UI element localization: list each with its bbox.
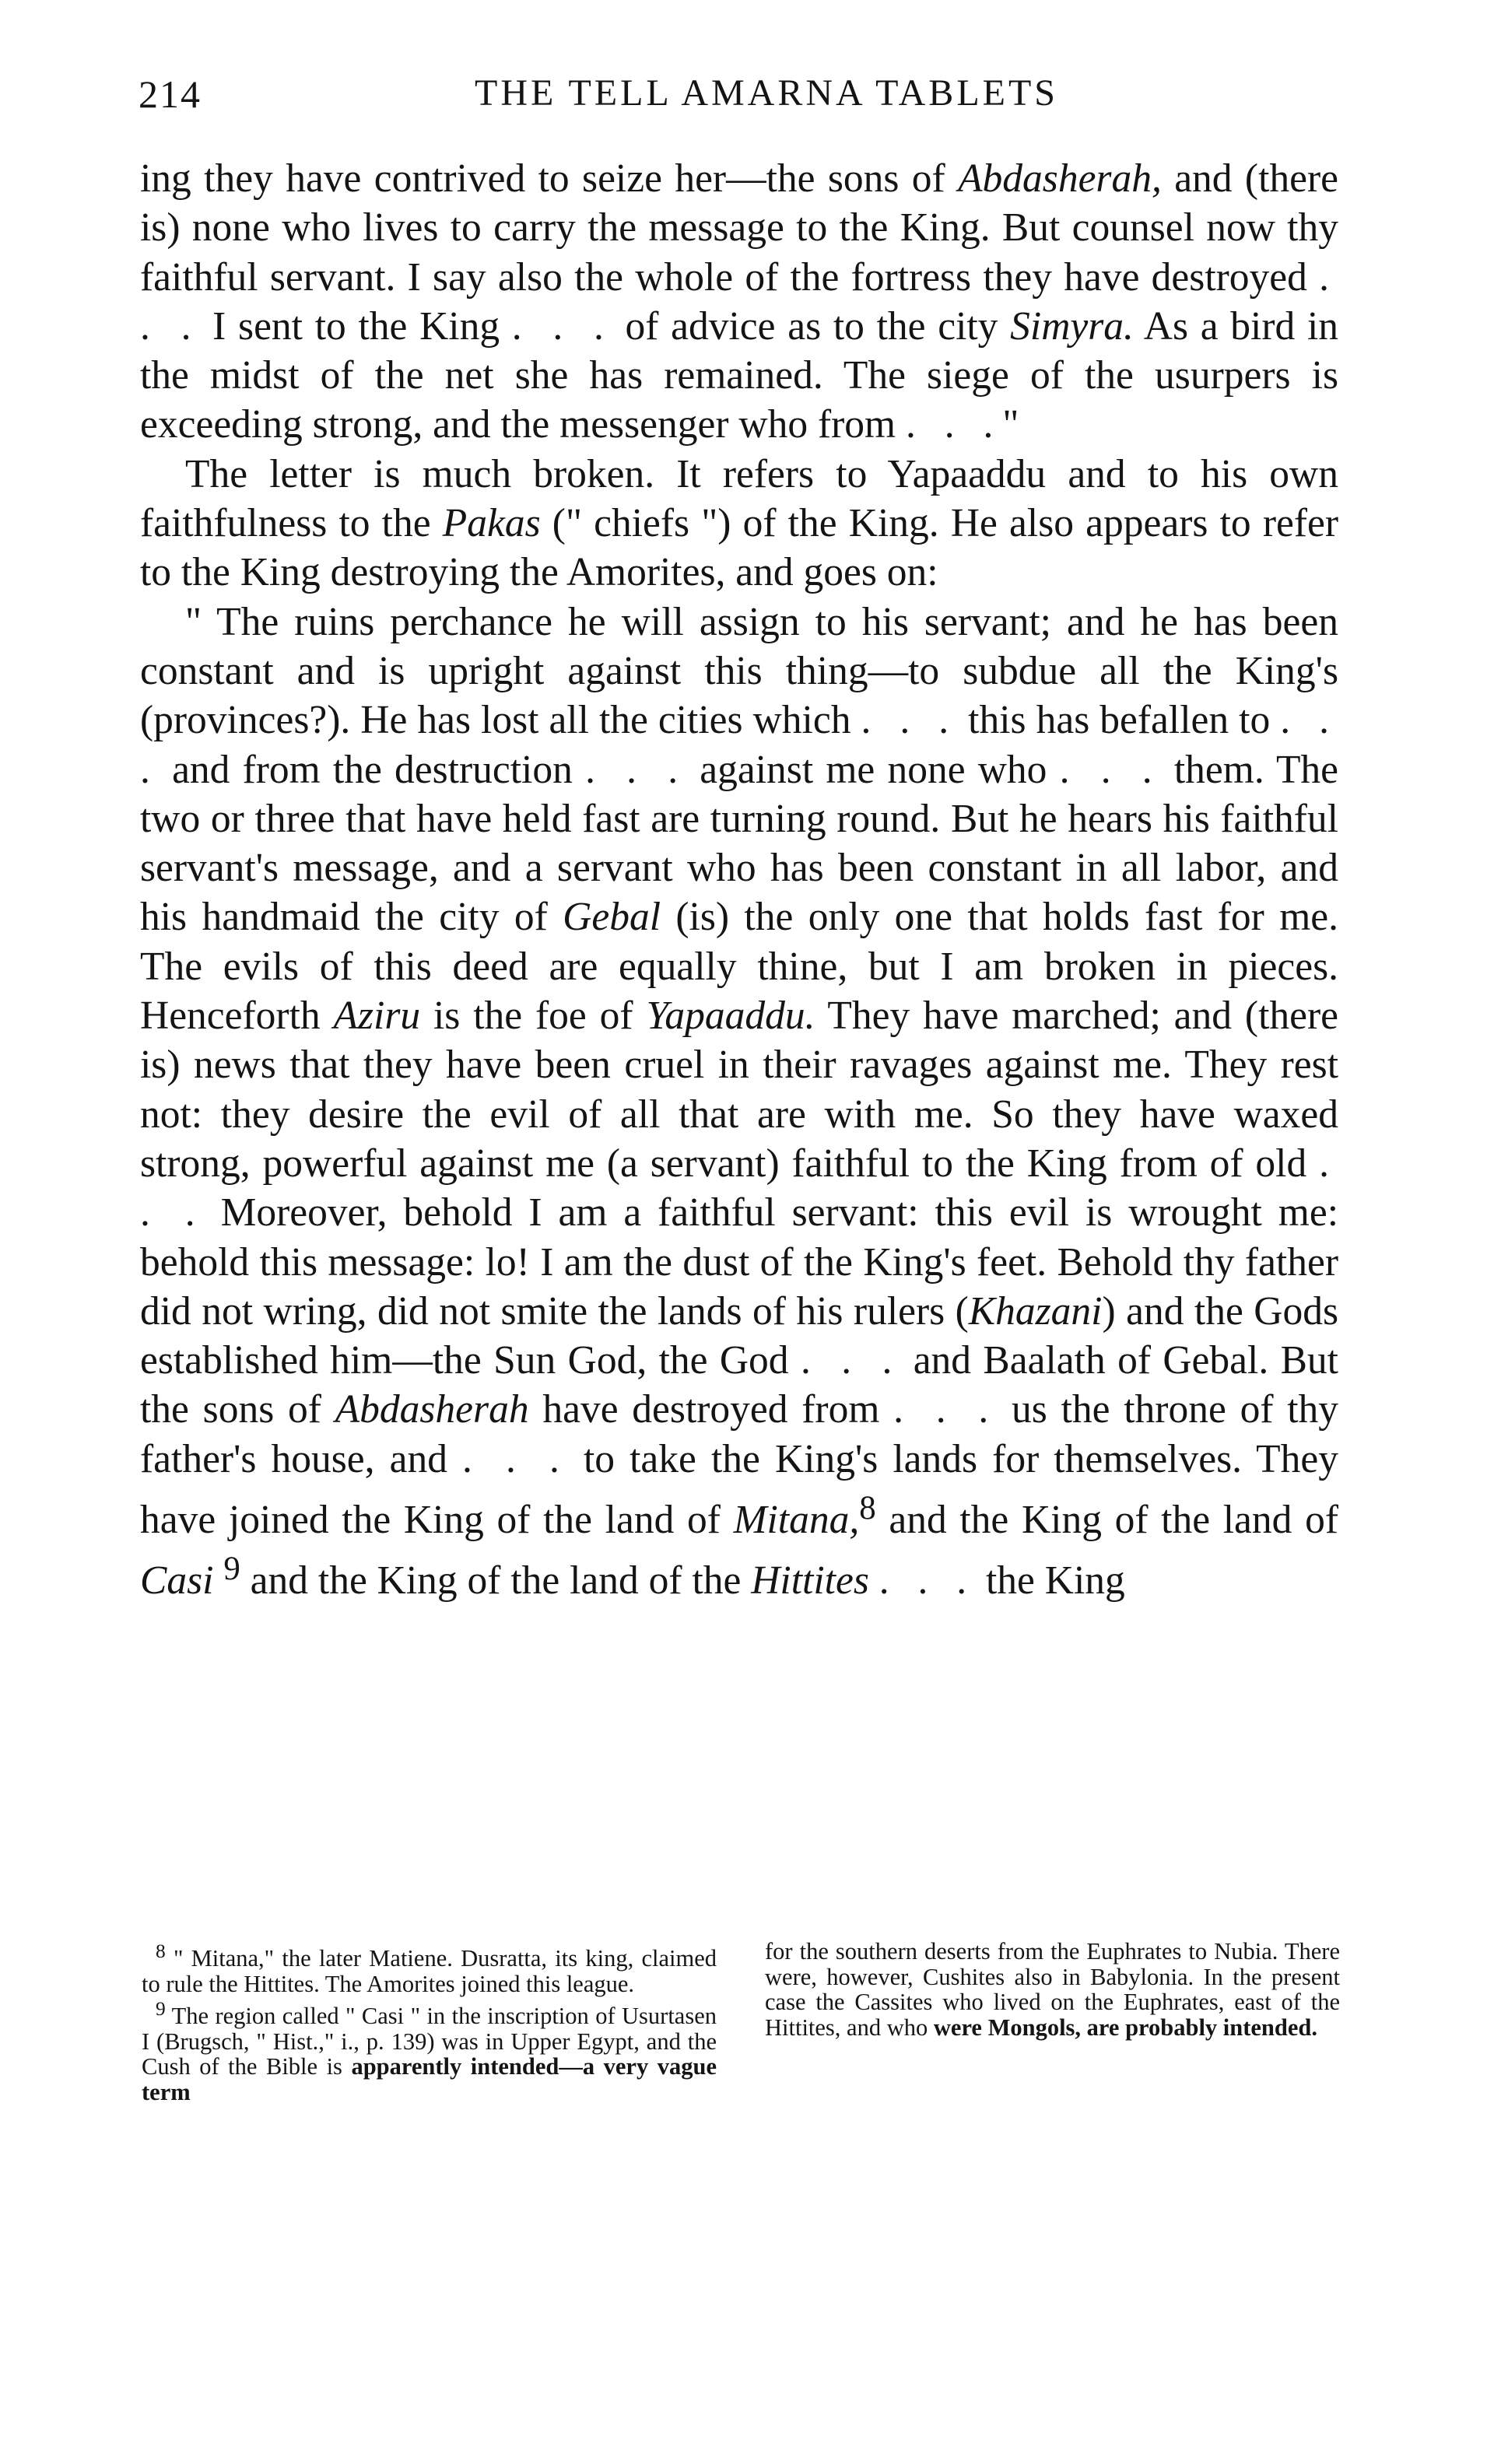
footnote-ref-8: 8 [859,1490,876,1527]
footnote-column-right [765,1939,1340,2105]
page-number: 214 [139,72,202,116]
footnote-8: $^8$ " Mitana," the later Matiene. Dusratta, its king, claimed to rule the Hittites. The Amorites joined this league. [142,1940,717,1997]
paragraph-commentary: The letter is much broken. It refers to Yapaaddu and to his own faithfulness to the Pakas (" chiefs ") of the King. He also appears to refer to the King destroying the Amorites, and goes on: [140,451,1338,595]
footnote-9-continued: for the southern deserts from the Euphrates to Nubia. There were, however, Cushites also in Babylonia. In the present case the Cassites who lived on the Euphrates, east of the Hittites, and who were Mongols, are probably intended. [765,1938,1340,2041]
main-text [140,154,1338,1606]
footnotes [142,1939,1340,2105]
page-header [132,72,1338,126]
running-title: THE TELL AMARNA TABLETS [475,72,1058,114]
footnote-9: $^9$ The region called " Casi " in the inscription of Usurtasen I (Brugsch, " Hist.," i., p. 139) was in Upper Egypt, and the Cush of the Bible is apparently intended—a very vague term [142,1998,717,2105]
paragraph-letter-quote: " The ruins perchance he will assign to his servant; and he has been constant and is upright against this thing—to subdue all the King's (provinces?). He has lost all the cities which . . . this has befallen to . . . and from the destruction . . . against me none who . . . them. The two or three that have held fast are turning round. But he hears his faithful servant's message, and a servant who has been constant in all labor, and his handmaid the city of Gebal (is) the only one that holds fast for me. The evils of this deed are equally thine, but I am broken in pieces. Henceforth Aziru is the foe of Yapaaddu. They have marched; and (there is) news that they have been cruel in their ravages against me. They rest not: they desire the evil of all that are with me. So they have waxed strong, powerful against me (a servant) faithful to the King from of old . . . Moreover, behold I am a faithful servant: this evil is wrought me: behold this message: lo! I am the dust of the King's feet. Behold thy father did not wring, did not smite the lands of his rulers (Khazani) and the Gods established him—the Sun God, the God . . . and Baalath of Gebal. But the sons of Abdasherah have destroyed from . . . us the throne of thy father's house, and . . . to take the King's lands for themselves. They have joined the King of the land of Mitana,$^8$ and the King of the land of Casi $^9$ and the King of the land of the Hittites . . . the King [140,599,1339,1604]
footnote-column-left [142,1939,717,2105]
paragraph-continuation: ing they have contrived to seize her—the sons of Abdasherah, and (there is) none who lives to carry the message to the King. But counsel now thy faithful servant. I say also the whole of the fortress they have destroyed . . . I sent to the King . . . of advice as to the city Simyra. As a bird in the midst of the net she has remained. The siege of the usurpers is exceeding strong, and the messenger who from . . ." [140,156,1339,447]
footnote-ref-9: 9 [223,1551,240,1588]
